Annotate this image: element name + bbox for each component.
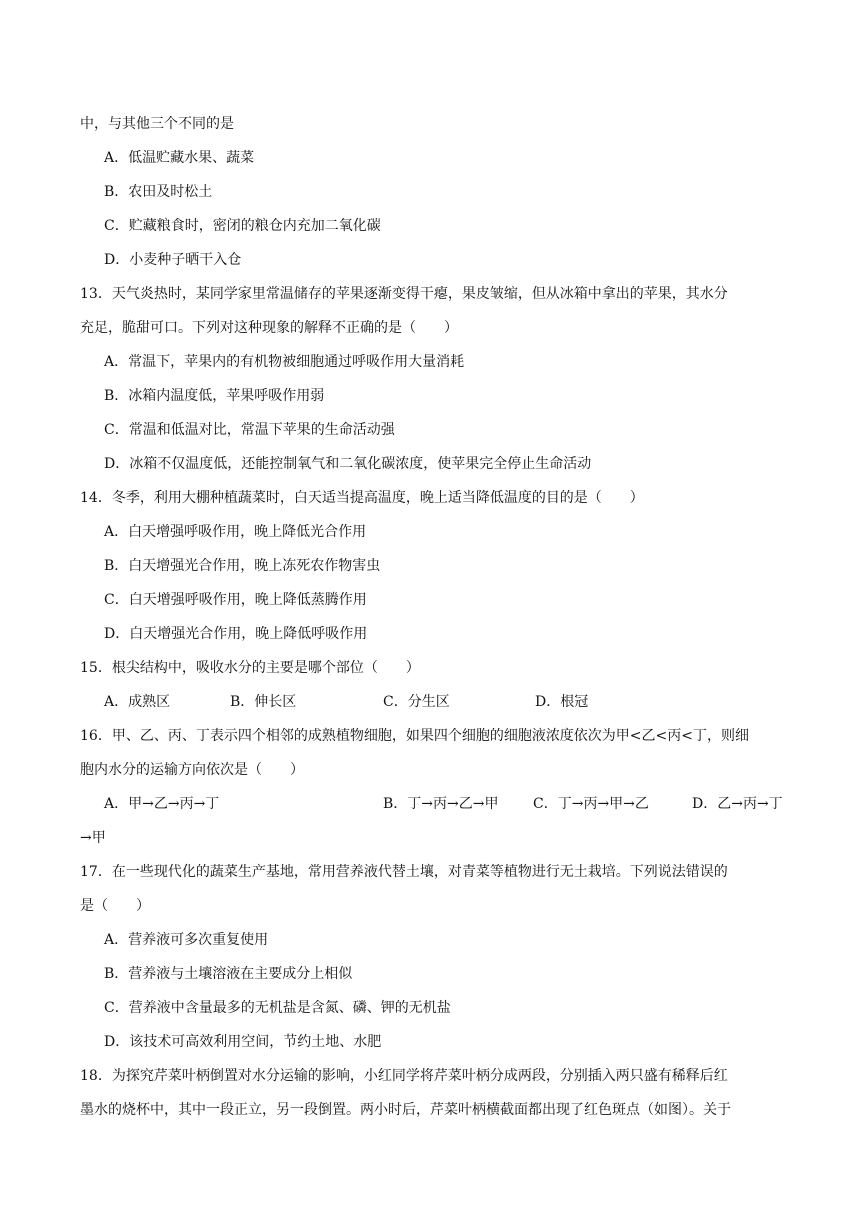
q17-option-c: C．营养液中含量最多的无机盐是含氮、磷、钾的无机盐 [104,1000,451,1016]
q15-option-b: B．伸长区 [230,694,297,710]
q12-option-a: A．低温贮藏水果、蔬菜 [104,150,255,166]
q12-option-d: D．小麦种子晒干入仓 [104,252,242,268]
question-15-stem: 15．根尖结构中，吸收水分的主要是哪个部位（ ） [80,660,420,676]
q13-option-b: B．冰箱内温度低，苹果呼吸作用弱 [104,388,325,404]
q16-option-b: B．丁→丙→乙→甲 [383,796,499,812]
question-13-stem-line-2: 充足，脆甜可口。下列对这种现象的解释不正确的是（ ） [80,320,458,336]
q16-option-a: A．甲→乙→丙→丁 [104,796,220,812]
q17-option-d: D．该技术可高效利用空间，节约土地、水肥 [104,1034,382,1050]
q15-option-a: A．成熟区 [104,694,171,710]
q14-option-c: C．白天增强呼吸作用，晚上降低蒸腾作用 [104,592,367,608]
q13-option-c: C．常温和低温对比，常温下苹果的生命活动强 [104,422,395,438]
q14-option-b: B．白天增强光合作用，晚上冻死农作物害虫 [104,558,381,574]
question-18-stem-line-1: 18．为探究芹菜叶柄倒置对水分运输的影响，小红同学将芹菜叶柄分成两段，分别插入两只盛有稀释后红 [80,1068,728,1084]
q15-option-d: D．根冠 [535,694,589,710]
question-16-stem-line-1: 16．甲、乙、丙、丁表示四个相邻的成熟植物细胞，如果四个细胞的细胞液浓度依次为甲<乙<丙<丁，则细 [80,728,750,744]
question-16-stem-line-2: 胞内水分的运输方向依次是（ ） [80,762,304,778]
question-17-stem-line-2: 是（ ） [80,898,150,914]
q16-option-d: D．乙→丙→丁 [692,796,783,812]
q12-option-c: C．贮藏粮食时，密闭的粮仓内充加二氧化碳 [104,218,381,234]
question-17-stem-line-1: 17．在一些现代化的蔬菜生产基地，常用营养液代替土壤，对青菜等植物进行无土栽培。下列说法错误的 [80,864,728,880]
q14-option-a: A．白天增强呼吸作用，晚上降低光合作用 [104,524,367,540]
q17-option-b: B．营养液与土壤溶液在主要成分上相似 [104,966,353,982]
q16-option-c: C．丁→丙→甲→乙 [533,796,649,812]
question-18-stem-line-2: 墨水的烧杯中，其中一段正立，另一段倒置。两小时后，芹菜叶柄横截面都出现了红色斑点（如图）。关于 [80,1102,731,1118]
question-14-stem: 14．冬季，利用大棚种植蔬菜时，白天适当提高温度，晚上适当降低温度的目的是（ ） [80,490,644,506]
q13-option-a: A．常温下，苹果内的有机物被细胞通过呼吸作用大量消耗 [104,354,465,370]
q15-option-c: C．分生区 [383,694,450,710]
q12-option-b: B．农田及时松土 [104,184,213,200]
q14-option-d: D．白天增强光合作用，晚上降低呼吸作用 [104,626,368,642]
question-13-stem-line-1: 13．天气炎热时，某同学家里常温储存的苹果逐渐变得干瘪，果皮皱缩，但从冰箱中拿出的苹果，其水分 [80,286,728,302]
q17-option-a: A．营养液可多次重复使用 [104,932,269,948]
q16-option-d-continued: →甲 [80,830,106,846]
q13-option-d: D．冰箱不仅温度低，还能控制氧气和二氧化碳浓度，使苹果完全停止生命活动 [104,456,592,472]
question-12-stem-continued: 中，与其他三个不同的是 [80,116,234,132]
